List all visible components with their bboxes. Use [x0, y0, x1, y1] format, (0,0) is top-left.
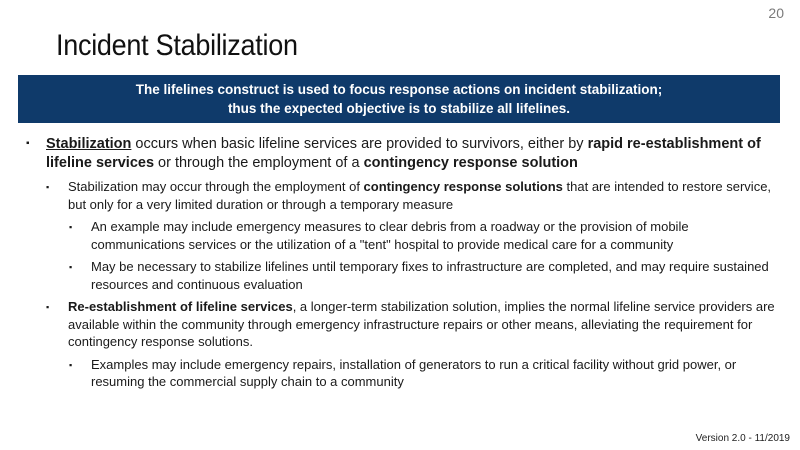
- version-label: Version 2.0 - 11/2019: [695, 433, 790, 444]
- bullet-list: [26, 135, 778, 396]
- page-number: 20: [768, 5, 784, 21]
- bullet-text: occurs when basic lifeline services are provided to survivors, either by: [131, 136, 588, 152]
- bullet-text: or through the employment of a: [154, 155, 364, 171]
- key-message-banner: [18, 75, 780, 123]
- banner-line-2: thus the expected objective is to stabilize all lifelines.: [227, 101, 571, 116]
- bullet-marker: ▪: [26, 138, 30, 149]
- bullet-stabilization: [26, 135, 778, 173]
- bullet-marker: ▪: [46, 182, 50, 192]
- banner-line-1: The lifelines construct is used to focus response actions on incident stabilization;: [135, 82, 663, 97]
- term-stabilization: Stabilization: [46, 136, 132, 152]
- slide-title: Incident Stabilization: [56, 29, 298, 62]
- bold-rapid-reestablishment: rapid re-establishment of lifeline services: [46, 136, 761, 171]
- bullet-marker: ▪: [46, 302, 50, 312]
- bullet-text: Examples may include emergency repairs, installation of generators to run a critical facility without grid power, or resuming the commercial supply chain to a community: [91, 356, 737, 389]
- bold-contingency-response: contingency response solution: [363, 155, 578, 171]
- sub-sub-bullet-temporary-fixes: [26, 258, 778, 293]
- bullet-text: An example may include emergency measures to clear debris from a roadway or the provision of mobile communications services or the utilization of a "tent" hospital to provide medical care for a community: [91, 219, 689, 252]
- bullet-text: that are intended to restore service, but only for a very limited duration or through a temporary measure: [68, 179, 772, 212]
- sub-sub-bullet-repairs: [26, 356, 778, 391]
- bullet-text: May be necessary to stabilize lifelines until temporary fixes to infrastructure are completed, and may require sustained resources and continuous evaluation: [91, 259, 769, 292]
- bold-contingency-solutions: contingency response solutions: [363, 179, 563, 194]
- bullet-text: , a longer-term stabilization solution, implies the normal lifeline service providers are available within the community through emergency infrastructure repairs or other means, alleviating the requirement for contingency response solutions.: [68, 299, 775, 349]
- bullet-marker: ▪: [69, 262, 73, 272]
- bullet-marker: ▪: [69, 222, 73, 232]
- sub-bullet-reestablishment: [26, 298, 778, 351]
- bold-reestablishment: Re-establishment of lifeline services: [68, 299, 293, 314]
- sub-sub-bullet-example: [26, 218, 778, 253]
- sub-bullet-contingency: [26, 178, 778, 213]
- bullet-marker: ▪: [69, 359, 73, 370]
- bullet-text: Stabilization may occur through the employment of: [68, 179, 364, 194]
